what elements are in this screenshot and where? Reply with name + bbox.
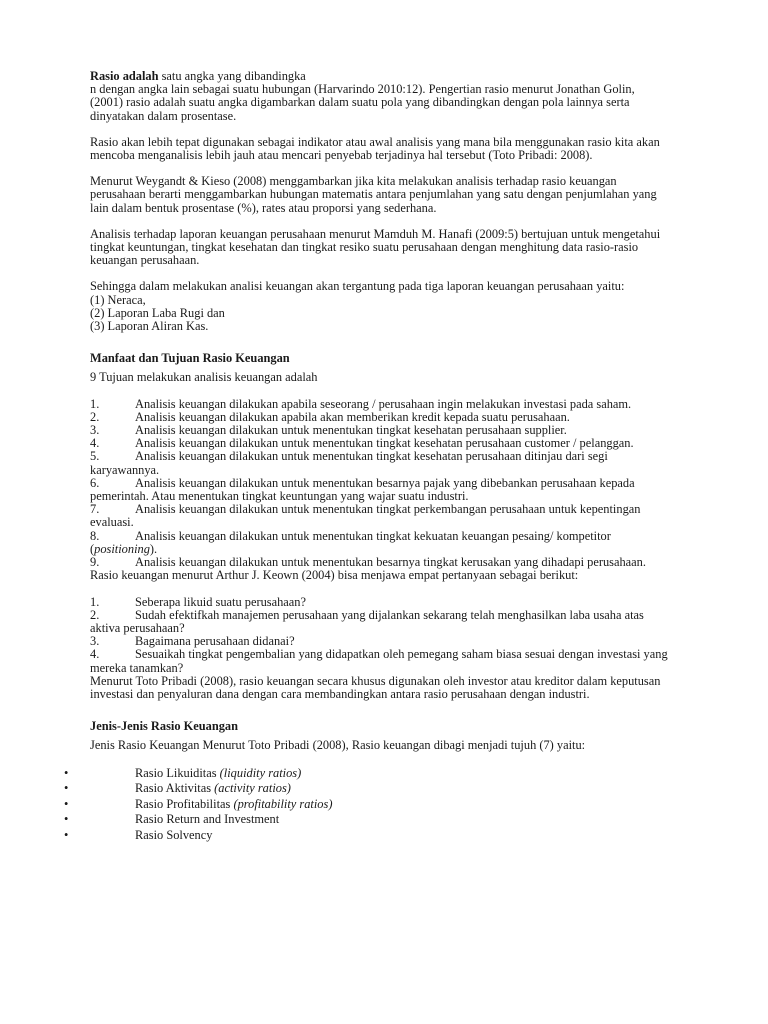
item-number: 8.: [90, 528, 100, 543]
item-text: Rasio Profitabilitas: [135, 796, 234, 811]
item-text: Sudah efektifkah manajemen perusahaan yang dijalankan sekarang telah menghasilkan laba usaha atas aktiva perusahaan?: [90, 607, 644, 635]
item-italic: positioning: [94, 541, 150, 556]
item-text: Analisis keuangan dilakukan untuk menentukan tingkat kesehatan perusahaan ditinjau dari segi karyawannya.: [90, 449, 608, 477]
purpose-item: 8. Analisis keuangan dilakukan untuk menentukan tingkat kekuatan keuangan pesaing/ kompetitor (positioning).: [90, 528, 611, 556]
item-number: 4.: [90, 436, 100, 451]
purpose-list: [90, 398, 670, 570]
section-heading-jenis: Jenis-Jenis Rasio Keuangan: [90, 719, 239, 734]
closing-paragraph: Menurut Toto Pribadi (2008), rasio keuangan secara khusus digunakan oleh investor atau kreditor dalam keputusan investasi dan penyaluran dana dengan cara membandingkan antara rasio perusahaan dengan industri.: [90, 673, 661, 701]
intro-line-1-text: satu angka yang dibandingka: [158, 69, 306, 83]
section-heading-manfaat: Manfaat dan Tujuan Rasio Keuangan: [90, 351, 290, 366]
ratio-type-item: [64, 796, 670, 813]
item-number: 3.: [90, 423, 100, 438]
bullet-icon: •: [64, 765, 69, 780]
types-lead: Jenis Rasio Keuangan Menurut Toto Pribadi (2008), Rasio keuangan dibagi menjadi tujuh (7) yaitu:: [90, 738, 586, 753]
bullet-icon: •: [64, 827, 69, 842]
ratio-type-item: [64, 765, 670, 782]
item-number: 4.: [90, 647, 100, 662]
document-body: [64, 69, 670, 844]
item-italic: (activity ratios): [214, 781, 291, 796]
item-number: 1.: [90, 594, 100, 609]
paragraph-2: Menurut Weygandt & Kieso (2008) menggambarkan jika kita melakukan analisis terhadap rasio keuangan perusahaan berarti menggambarkan hubungan matematis antara penjumlahan yang satu dengan penjumlahan yang lain dalam bentuk prosentase (%), rates atau proporsi yang sederhana.: [90, 174, 657, 215]
ratio-type-item: [64, 781, 670, 797]
ratio-type-list: [64, 765, 670, 844]
intro-rest: n dengan angka lain sebagai suatu hubungan (Harvarindo 2010:12). Pengertian rasio menurut Jonathan Golin, (2001) rasio adalah suatu angka digambarkan dalam suatu pola yang dibandingkan dengan pola lainnya serta dinyatakan dalam prosentase.: [90, 82, 635, 123]
item-text: Rasio Solvency: [135, 827, 213, 842]
item-text: Analisis keuangan dilakukan untuk menentukan tingkat perkembangan perusahaan untuk kepentingan evaluasi.: [90, 502, 641, 530]
item-number: 2.: [90, 409, 100, 424]
question-item: [90, 609, 670, 635]
item-text: Bagaimana perusahaan didanai?: [135, 634, 295, 649]
purposes-lead: 9 Tujuan melakukan analisis keuangan adalah: [90, 370, 318, 385]
item-text: Analisis keuangan dilakukan untuk menentukan tingkat kesehatan perusahaan supplier.: [135, 423, 567, 438]
question-item: [90, 648, 670, 674]
ratio-type-item: [64, 827, 670, 844]
item-text: Analisis keuangan dilakukan untuk menentukan tingkat kesehatan perusahaan customer / pelanggan.: [135, 436, 634, 451]
three-reports-lead: Sehingga dalam melakukan analisi keuangan akan tergantung pada tiga laporan keuangan perusahaan yaitu:: [90, 279, 625, 294]
bullet-icon: •: [64, 812, 69, 827]
purpose-item: [90, 477, 670, 503]
item-text: Rasio Return and Investment: [135, 812, 280, 827]
item-number: 5.: [90, 449, 100, 464]
item-number: 3.: [90, 634, 100, 649]
paragraph-1: Rasio akan lebih tepat digunakan sebagai indikator atau awal analisis yang mana bila menggunakan rasio kita akan mencoba menganalisis lebih jauh atau mencari penyebab terjadinya hal tersebut (Toto Pribadi: 2008).: [90, 134, 660, 163]
item-tail: ).: [149, 541, 158, 556]
item-number: 6.: [90, 475, 100, 490]
item-text: Seberapa likuid suatu perusahaan?: [135, 594, 306, 609]
item-italic: (liquidity ratios): [219, 765, 302, 780]
bullet-icon: •: [64, 796, 69, 811]
intro-bold-term: Rasio adalah: [90, 69, 159, 83]
item-text: Sesuaikah tingkat pengembalian yang didapatkan oleh pemegang saham biasa sesuai dengan investasi yang mereka tanamkan?: [90, 647, 668, 675]
item-text: Analisis keuangan dilakukan untuk menentukan tingkat kekuatan keuangan pesaing/ kompetitor: [135, 528, 611, 543]
item-number: 7.: [90, 502, 100, 517]
item-number: 2.: [90, 607, 100, 622]
item-text: Analisis keuangan dilakukan apabila seseorang / perusahaan ingin melakukan investasi pada saham.: [135, 396, 632, 411]
purpose-item: [90, 450, 670, 476]
report-item: (3) Laporan Aliran Kas.: [90, 319, 209, 334]
item-number: 1.: [90, 396, 100, 411]
ratio-type-item: [64, 812, 670, 828]
purpose-item: [90, 503, 670, 529]
paragraph-3: Analisis terhadap laporan keuangan perusahaan menurut Mamduh M. Hanafi (2009:5) bertujuan untuk mengetahui tingkat keuntungan, tingkat kesehatan dan tingkat resiko suatu perusahaan dengan menghitung data rasio-rasio keuangan perusahaan.: [90, 226, 661, 268]
item-text: Analisis keuangan dilakukan untuk menentukan besarnya pajak yang dibebankan perusahaan kepada pemerintah. Atau menentukan tingkat keuntungan yang wajar suatu industri.: [90, 475, 635, 504]
item-text: Rasio Likuiditas: [135, 765, 220, 780]
purpose-item: [90, 556, 670, 569]
item-text: Rasio Aktivitas: [135, 781, 215, 796]
keown-lead: Rasio keuangan menurut Arthur J. Keown (2004) bisa menjawa empat pertanyaan sebagai berikut:: [90, 568, 579, 583]
item-number: 9.: [90, 555, 100, 570]
question-list: [90, 596, 670, 675]
item-text: Analisis keuangan dilakukan untuk menentukan besarnya tingkat kerusakan yang dihadapi perusahaan.: [135, 555, 646, 570]
bullet-icon: •: [64, 781, 69, 796]
item-text: Analisis keuangan dilakukan apabila akan memberikan kredit kepada suatu perusahaan.: [135, 409, 570, 424]
item-italic: (profitability ratios): [233, 796, 333, 811]
report-item: (1) Neraca,: [90, 292, 146, 307]
report-item: (2) Laporan Laba Rugi dan: [90, 305, 225, 320]
